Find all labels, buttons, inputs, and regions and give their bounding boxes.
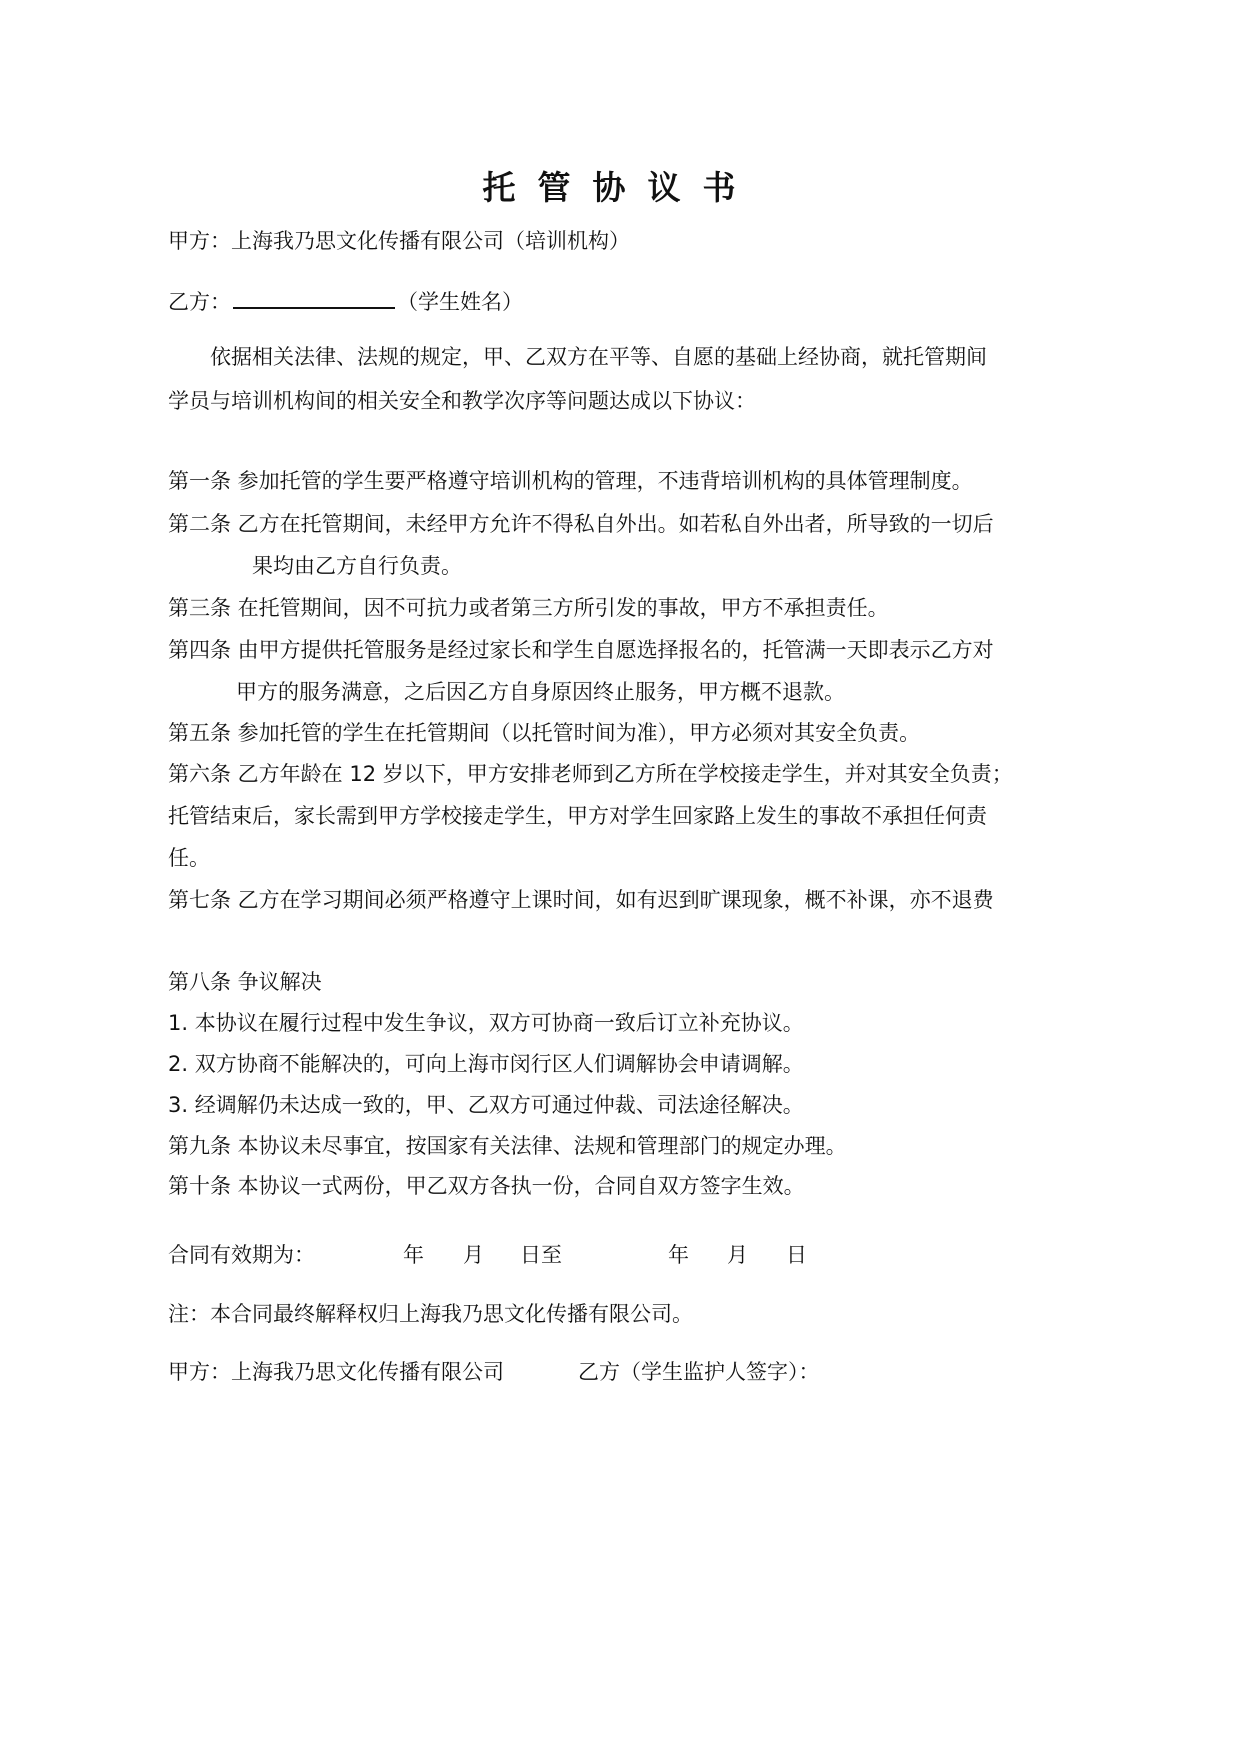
article-8-item-1: 1. 本协议在履行过程中发生争议，双方可协商一致后订立补充协议。: [168, 1011, 804, 1035]
validity-month-2: 月: [727, 1243, 748, 1267]
signature-party-b: 乙方（学生监护人签字）：: [578, 1360, 820, 1384]
signature-party-a: 甲方：上海我乃思文化传播有限公司: [168, 1360, 504, 1384]
validity-year-2: 年: [668, 1243, 689, 1267]
article-2-line-2: 果均由乙方自行负责。: [252, 554, 462, 578]
article-5: 第五条 参加托管的学生在托管期间（以托管时间为准），甲方必须对其安全负责。: [168, 721, 921, 745]
article-2-line-1: 第二条 乙方在托管期间，未经甲方允许不得私自外出。如若私自外出者，所导致的一切后: [168, 512, 994, 536]
party-b-label: 乙方：: [168, 290, 231, 314]
article-7: 第七条 乙方在学习期间必须严格遵守上课时间，如有迟到旷课现象，概不补课，亦不退费: [168, 888, 994, 912]
party-a-line: 甲方：上海我乃思文化传播有限公司（培训机构）: [168, 229, 630, 253]
document-title: 托管协议书: [482, 168, 758, 207]
article-6-line-3: 任。: [168, 846, 210, 870]
article-6-line-1: 第六条 乙方年龄在 12 岁以下，甲方安排老师到乙方所在学校接走学生，并对其安全负责；: [168, 762, 1013, 786]
article-9: 第九条 本协议未尽事宜，按国家有关法律、法规和管理部门的规定办理。: [168, 1134, 847, 1158]
party-b-note: （学生姓名）: [397, 290, 523, 314]
intro-line-1: 依据相关法律、法规的规定，甲、乙双方在平等、自愿的基础上经协商，就托管期间: [210, 345, 987, 369]
article-10: 第十条 本协议一式两份，甲乙双方各执一份，合同自双方签字生效。: [168, 1174, 805, 1198]
article-3: 第三条 在托管期间，因不可抗力或者第三方所引发的事故，甲方不承担责任。: [168, 596, 889, 620]
validity-day-2: 日: [786, 1243, 807, 1267]
article-8-heading: 第八条 争议解决: [168, 970, 322, 994]
article-4-line-1: 第四条 由甲方提供托管服务是经过家长和学生自愿选择报名的，托管满一天即表示乙方对: [168, 638, 994, 662]
article-6-line-2: 托管结束后，家长需到甲方学校接走学生，甲方对学生回家路上发生的事故不承担任何责: [168, 804, 987, 828]
party-b-line: [168, 285, 523, 316]
validity-day-to: 日至: [520, 1243, 562, 1267]
student-name-blank: [233, 285, 395, 309]
validity-label: 合同有效期为：: [168, 1243, 315, 1267]
intro-line-2: 学员与培训机构间的相关安全和教学次序等问题达成以下协议：: [168, 389, 756, 413]
article-4-line-2: 甲方的服务满意，之后因乙方自身原因终止服务，甲方概不退款。: [236, 680, 845, 704]
article-1: 第一条 参加托管的学生要严格遵守培训机构的管理，不违背培训机构的具体管理制度。: [168, 469, 973, 493]
article-8-item-2: 2. 双方协商不能解决的，可向上海市闵行区人们调解协会申请调解。: [168, 1052, 804, 1076]
validity-year-1: 年: [403, 1243, 424, 1267]
validity-month-1: 月: [463, 1243, 484, 1267]
interpretation-note: 注：本合同最终解释权归上海我乃思文化传播有限公司。: [168, 1302, 693, 1326]
article-8-item-3: 3. 经调解仍未达成一致的，甲、乙双方可通过仲裁、司法途径解决。: [168, 1093, 804, 1117]
